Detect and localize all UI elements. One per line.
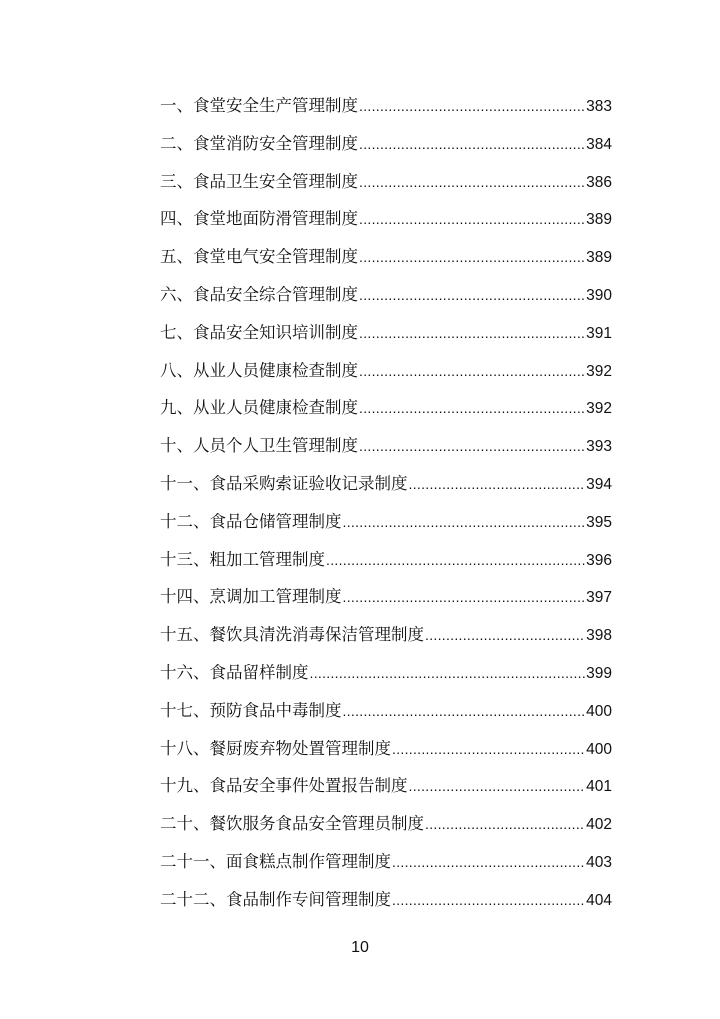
dot-leader: [425, 622, 585, 648]
toc-entry[interactable]: [160, 811, 612, 849]
toc-entry-page: 404: [586, 891, 612, 909]
toc-entry-page: 386: [586, 173, 612, 191]
toc-entry-title: 五、食堂电气安全管理制度: [160, 247, 358, 267]
dot-leader: [359, 395, 585, 421]
toc-entry-page: 393: [586, 438, 612, 456]
toc-entry-title: 十八、餐厨废弃物处置管理制度: [160, 738, 391, 758]
dot-leader: [359, 206, 585, 232]
toc-entry[interactable]: [160, 320, 612, 358]
dot-leader: [359, 433, 585, 459]
dot-leader: [392, 887, 585, 913]
toc-entry-title: 十一、食品采购索证验收记录制度: [160, 473, 408, 493]
toc-entry-title: 十三、粗加工管理制度: [160, 549, 325, 569]
toc-entry-title: 三、食品卫生安全管理制度: [160, 171, 358, 191]
toc-entry-page: 389: [586, 211, 612, 229]
toc-entry[interactable]: [160, 622, 612, 660]
toc-entry-title: 二十一、面食糕点制作管理制度: [160, 851, 391, 871]
dot-leader: [359, 93, 585, 119]
toc-entry[interactable]: [160, 244, 612, 282]
toc-entry-page: 398: [586, 627, 612, 645]
dot-leader: [343, 698, 586, 724]
toc-entry[interactable]: [160, 887, 612, 925]
dot-leader: [343, 509, 586, 535]
toc-entry[interactable]: [160, 584, 612, 622]
toc-entry[interactable]: [160, 660, 612, 698]
toc-entry-title: 二十、餐饮服务食品安全管理员制度: [160, 814, 424, 834]
dot-leader: [359, 169, 585, 195]
toc-entry-title: 十九、食品安全事件处置报告制度: [160, 776, 408, 796]
toc-entry[interactable]: [160, 282, 612, 320]
toc-entry[interactable]: [160, 93, 612, 131]
toc-entry-page: 396: [586, 551, 612, 569]
dot-leader: [343, 584, 586, 610]
toc-entry-page: 403: [586, 853, 612, 871]
toc-entry-page: 401: [586, 778, 612, 796]
toc-entry-page: 390: [586, 286, 612, 304]
dot-leader: [425, 811, 585, 837]
toc-entry-title: 十四、烹调加工管理制度: [160, 587, 342, 607]
toc-entry[interactable]: [160, 736, 612, 774]
toc-entry[interactable]: [160, 471, 612, 509]
toc-entry-page: 400: [586, 740, 612, 758]
dot-leader: [359, 320, 585, 346]
table-of-contents: [160, 93, 612, 925]
toc-entry[interactable]: [160, 509, 612, 547]
toc-entry-page: 392: [586, 362, 612, 380]
toc-entry[interactable]: [160, 433, 612, 471]
toc-entry-title: 十六、食品留样制度: [160, 662, 309, 682]
dot-leader: [409, 471, 586, 497]
toc-entry-title: 九、从业人员健康检查制度: [160, 398, 358, 418]
toc-entry-page: 392: [586, 400, 612, 418]
dot-leader: [310, 660, 586, 686]
toc-entry-page: 394: [586, 475, 612, 493]
toc-entry-title: 四、食堂地面防滑管理制度: [160, 209, 358, 229]
dot-leader: [359, 358, 585, 384]
toc-entry-title: 一、食堂安全生产管理制度: [160, 96, 358, 115]
dot-leader: [359, 244, 585, 270]
toc-entry-page: 400: [586, 702, 612, 720]
page-number: 10: [351, 939, 369, 956]
toc-entry-title: 二、食堂消防安全管理制度: [160, 133, 358, 153]
toc-entry-title: 十七、预防食品中毒制度: [160, 700, 342, 720]
toc-entry-page: 397: [586, 589, 612, 607]
toc-entry[interactable]: [160, 773, 612, 811]
toc-entry[interactable]: [160, 849, 612, 887]
toc-entry-page: 399: [586, 664, 612, 682]
toc-entry-title: 六、食品安全综合管理制度: [160, 284, 358, 304]
dot-leader: [359, 131, 585, 157]
toc-entry-page: 402: [586, 816, 612, 834]
toc-entry-page: 391: [586, 324, 612, 342]
toc-entry-page: 395: [586, 513, 612, 531]
toc-entry-title: 二十二、食品制作专间管理制度: [160, 889, 391, 909]
toc-entry[interactable]: [160, 395, 612, 433]
dot-leader: [409, 773, 586, 799]
toc-entry-title: 十、人员个人卫生管理制度: [160, 436, 358, 456]
dot-leader: [392, 736, 585, 762]
dot-leader: [359, 282, 585, 308]
toc-entry-title: 十五、餐饮具清洗消毒保洁管理制度: [160, 625, 424, 645]
toc-entry-title: 十二、食品仓储管理制度: [160, 511, 342, 531]
toc-entry[interactable]: [160, 358, 612, 396]
toc-entry-page: 383: [586, 98, 612, 115]
toc-entry[interactable]: [160, 169, 612, 207]
dot-leader: [326, 547, 585, 573]
toc-entry[interactable]: [160, 698, 612, 736]
dot-leader: [392, 849, 585, 875]
toc-entry-page: 389: [586, 249, 612, 267]
toc-entry[interactable]: [160, 547, 612, 585]
toc-entry-title: 七、食品安全知识培训制度: [160, 322, 358, 342]
toc-entry[interactable]: [160, 131, 612, 169]
toc-entry[interactable]: [160, 206, 612, 244]
toc-entry-title: 八、从业人员健康检查制度: [160, 360, 358, 380]
toc-entry-page: 384: [586, 135, 612, 153]
